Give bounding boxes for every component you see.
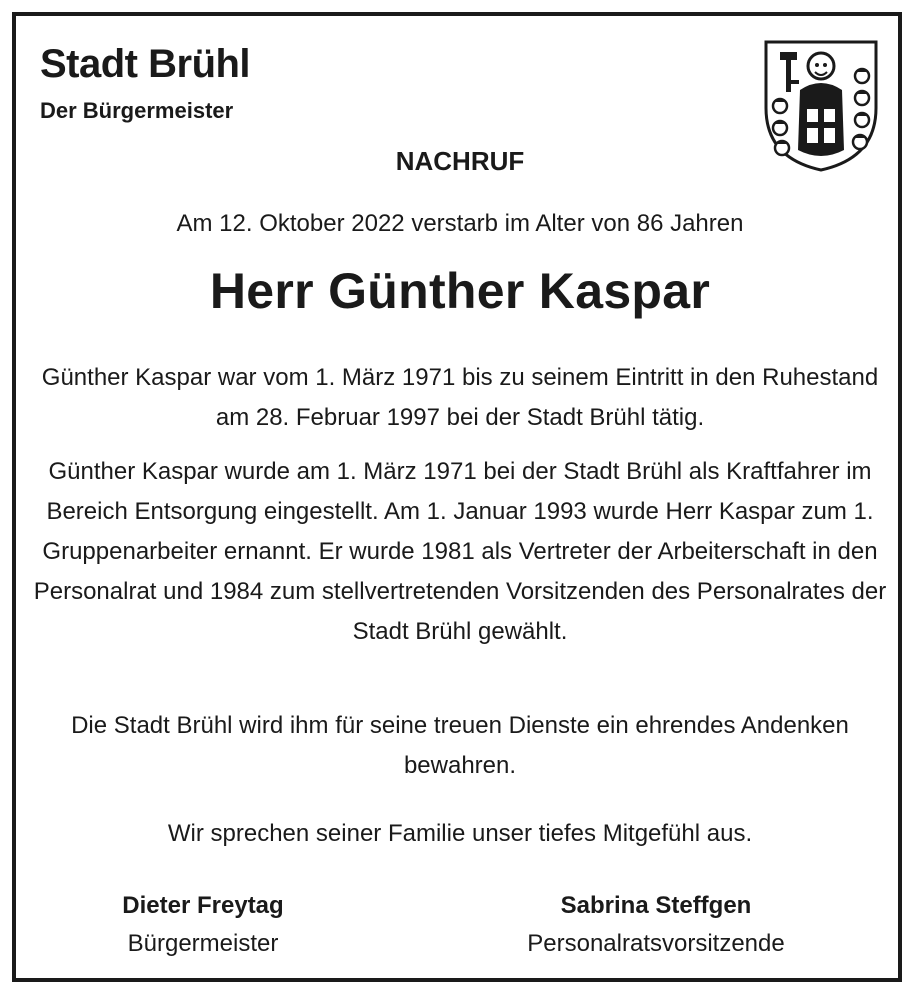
signature-mayor xyxy=(53,888,353,964)
notice-heading: NACHRUF xyxy=(395,146,525,176)
condolence-paragraph: Wir sprechen seiner Familie unser tiefes Mitgefühl aus. xyxy=(167,820,753,847)
remembrance-paragraph: Die Stadt Brühl wird ihm für seine treuen Dienste ein ehrendes Andenken bewahren. xyxy=(71,712,849,779)
career-paragraph: Günther Kaspar wurde am 1. März 1971 bei der Stadt Brühl als Kraftfahrer im Bereich Entsorgung eingestellt. Am 1. Januar 1993 wurde Herr Kaspar zum 1. Gruppenarbeiter ernannt. Er wurde 1981 als Vertreter der Arbeiterschaft in den Personalrat und 1984 zum stellvertretenden Vorsitzenden des Personalrates der Stadt Brühl gewählt. xyxy=(33,458,887,645)
signatory-name: Dieter Freytag xyxy=(122,892,284,919)
org-name: Stadt Brühl xyxy=(40,42,251,86)
signatory-title: Bürgermeister xyxy=(127,930,279,957)
signatory-name: Sabrina Steffgen xyxy=(560,892,752,919)
deceased-name: Herr Günther Kaspar xyxy=(209,263,711,319)
signatory-title: Personalratsvorsitzende xyxy=(527,930,785,957)
death-announcement: Am 12. Oktober 2022 verstarb im Alter von 86 Jahren xyxy=(176,210,744,237)
signature-council-chair xyxy=(506,888,806,964)
office-title: Der Bürgermeister xyxy=(40,98,234,123)
service-paragraph: Günther Kaspar war vom 1. März 1971 bis zu seinem Eintritt in den Ruhestand am 28. Februar 1997 bei der Stadt Brühl tätig. xyxy=(41,364,879,431)
